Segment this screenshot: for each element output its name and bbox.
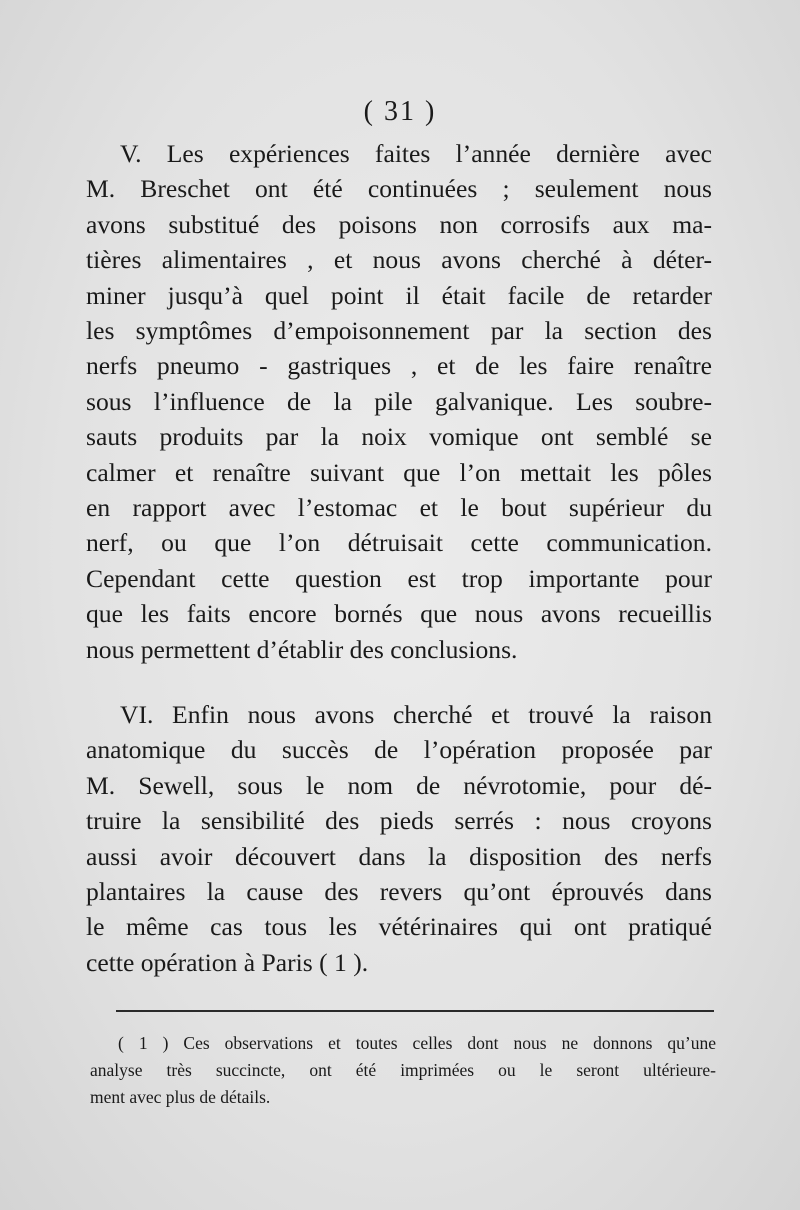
text-line: anatomique du succès de l’opération proposée par [86, 735, 712, 765]
text-line: nerf, ou que l’on détruisait cette communication. [86, 528, 712, 558]
text-line: le même cas tous les vétérinaires qui ont pratiqué [86, 912, 712, 942]
paragraph-vi [86, 697, 712, 980]
text-line: tières alimentaires , et nous avons cherché à déter- [86, 245, 712, 275]
paragraph-v [86, 136, 712, 667]
text-line: sous l’influence de la pile galvanique. Les soubre- [86, 386, 712, 416]
text-line: les symptômes d’empoisonnement par la section des [86, 316, 712, 346]
footnote [90, 1030, 716, 1111]
footnote-line: ment avec plus de détails. [90, 1087, 271, 1107]
text-line: truire la sensibilité des pieds serrés : nous croyons [86, 806, 712, 836]
footnote-line: ( 1 ) Ces observations et toutes celles dont nous ne donnons qu’une [118, 1033, 716, 1053]
text-line: nous permettent d’établir des conclusions. [86, 634, 518, 664]
text-line: aussi avoir découvert dans la disposition des nerfs [86, 841, 712, 871]
text-line: sauts produits par la noix vomique ont semblé se [86, 422, 712, 452]
text-line: miner jusqu’à quel point il était facile de retarder [86, 280, 712, 310]
text-line: plantaires la cause des revers qu’ont éprouvés dans [86, 877, 712, 907]
text-line: Cependant cette question est trop importante pour [86, 563, 712, 593]
text-line: M. Sewell, sous le nom de névrotomie, pour dé- [86, 770, 712, 800]
text-line: cette opération à Paris ( 1 ). [86, 947, 369, 977]
text-line: en rapport avec l’estomac et le bout supérieur du [86, 493, 712, 523]
text-line: avons substitué des poisons non corrosifs aux ma- [86, 209, 712, 239]
footnote-line: analyse très succincte, ont été imprimées ou le seront ultérieure- [90, 1060, 716, 1080]
text-line: nerfs pneumo - gastriques , et de les faire renaître [86, 351, 712, 381]
page-number: ( 31 ) [363, 96, 437, 127]
text-line: V. Les expériences faites l’année dernière avec [120, 139, 712, 168]
text-line: M. Breschet ont été continuées ; seulement nous [86, 174, 712, 204]
text-line: calmer et renaître suivant que l’on mettait les pôles [86, 457, 712, 487]
footnote-divider [116, 1010, 714, 1012]
text-line: que les faits encore bornés que nous avons recueillis [86, 599, 712, 629]
text-line: VI. Enfin nous avons cherché et trouvé la raison [120, 700, 712, 729]
